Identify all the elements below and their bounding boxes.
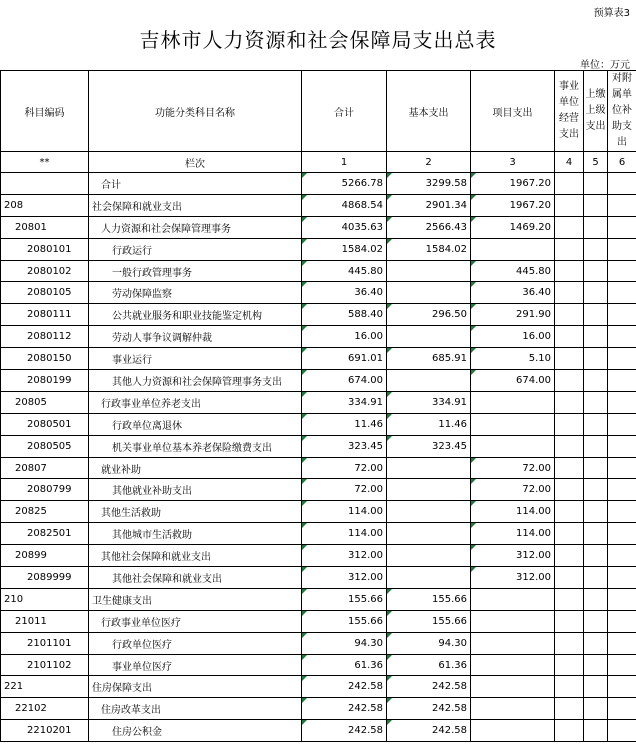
cell-project[interactable] xyxy=(471,632,555,654)
table-row xyxy=(1,260,636,282)
cell-code[interactable]: 221 xyxy=(1,676,89,698)
cell-business-expense[interactable] xyxy=(555,370,584,392)
cell-project[interactable]: 36.40 xyxy=(471,282,555,304)
cell-remit-superior[interactable] xyxy=(584,173,608,195)
cell-remit-superior[interactable] xyxy=(584,588,608,610)
cell-code[interactable]: 2080505 xyxy=(1,435,89,457)
cell-total[interactable]: 5266.78 xyxy=(302,173,387,195)
cell-business-expense[interactable] xyxy=(555,260,584,282)
cell-remit-superior[interactable] xyxy=(584,676,608,698)
cell-total[interactable]: 312.00 xyxy=(302,567,387,589)
table-row xyxy=(1,216,636,238)
cell-remit-superior[interactable] xyxy=(584,216,608,238)
cell-business-expense[interactable] xyxy=(555,698,584,720)
cell-remit-superior[interactable] xyxy=(584,370,608,392)
cell-subsidiary-subsidy[interactable] xyxy=(608,479,636,501)
index-c2[interactable]: 2 xyxy=(387,152,471,173)
unit-label: 单位：万元 xyxy=(580,60,630,71)
cell-total[interactable]: 36.40 xyxy=(302,282,387,304)
cell-total[interactable]: 72.00 xyxy=(302,457,387,479)
cell-subsidiary-subsidy[interactable] xyxy=(608,326,636,348)
cell-remit-superior[interactable] xyxy=(584,326,608,348)
cell-remit-superior[interactable] xyxy=(584,610,608,632)
cell-project[interactable]: 1967.20 xyxy=(471,194,555,216)
table-row xyxy=(1,588,636,610)
cell-subsidiary-subsidy[interactable] xyxy=(608,567,636,589)
cell-project[interactable] xyxy=(471,676,555,698)
cell-business-expense[interactable] xyxy=(555,457,584,479)
cell-name[interactable]: 其他就业补助支出 xyxy=(89,479,302,501)
cell-subsidiary-subsidy[interactable] xyxy=(608,676,636,698)
cell-remit-superior[interactable] xyxy=(584,413,608,435)
cell-subsidiary-subsidy[interactable] xyxy=(608,632,636,654)
cell-name[interactable]: 行政运行 xyxy=(89,238,302,260)
cell-basic[interactable]: 334.91 xyxy=(387,391,471,413)
cell-name[interactable]: 住房保障支出 xyxy=(89,676,302,698)
table-row xyxy=(1,567,636,589)
cell-remit-superior[interactable] xyxy=(584,348,608,370)
cell-basic[interactable]: 242.58 xyxy=(387,676,471,698)
table-row xyxy=(1,435,636,457)
cell-project[interactable] xyxy=(471,435,555,457)
cell-project[interactable] xyxy=(471,413,555,435)
cell-total[interactable]: 691.01 xyxy=(302,348,387,370)
cell-name[interactable]: 劳动保障监察 xyxy=(89,282,302,304)
cell-basic[interactable] xyxy=(387,567,471,589)
cell-name[interactable]: 机关事业单位基本养老保险缴费支出 xyxy=(89,435,302,457)
cell-subsidiary-subsidy[interactable] xyxy=(608,370,636,392)
cell-total[interactable]: 242.58 xyxy=(302,676,387,698)
cell-code[interactable]: 2080101 xyxy=(1,238,89,260)
index-code[interactable]: ** xyxy=(1,152,89,173)
cell-business-expense[interactable] xyxy=(555,501,584,523)
cell-remit-superior[interactable] xyxy=(584,567,608,589)
cell-business-expense[interactable] xyxy=(555,304,584,326)
cell-subsidiary-subsidy[interactable] xyxy=(608,216,636,238)
cell-basic[interactable]: 3299.58 xyxy=(387,173,471,195)
cell-subsidiary-subsidy[interactable] xyxy=(608,720,636,742)
cell-subsidiary-subsidy[interactable] xyxy=(608,545,636,567)
cell-business-expense[interactable] xyxy=(555,610,584,632)
index-c1[interactable]: 1 xyxy=(302,152,387,173)
cell-basic[interactable]: 323.45 xyxy=(387,435,471,457)
table-row xyxy=(1,304,636,326)
cell-code[interactable]: 208 xyxy=(1,194,89,216)
cell-subsidiary-subsidy[interactable] xyxy=(608,260,636,282)
cell-business-expense[interactable] xyxy=(555,588,584,610)
cell-basic[interactable]: 155.66 xyxy=(387,588,471,610)
cell-project[interactable]: 1967.20 xyxy=(471,173,555,195)
cell-total[interactable]: 674.00 xyxy=(302,370,387,392)
cell-remit-superior[interactable] xyxy=(584,457,608,479)
cell-name[interactable]: 行政事业单位养老支出 xyxy=(89,391,302,413)
cell-remit-superior[interactable] xyxy=(584,435,608,457)
cell-total[interactable]: 155.66 xyxy=(302,588,387,610)
table-row xyxy=(1,720,636,742)
index-c6[interactable]: 6 xyxy=(608,152,636,173)
cell-code[interactable]: 2082501 xyxy=(1,523,89,545)
cell-business-expense[interactable] xyxy=(555,654,584,676)
cell-basic[interactable] xyxy=(387,260,471,282)
cell-basic[interactable]: 242.58 xyxy=(387,720,471,742)
cell-code[interactable]: 2080501 xyxy=(1,413,89,435)
table-row xyxy=(1,676,636,698)
cell-code[interactable]: 2080150 xyxy=(1,348,89,370)
cell-total[interactable]: 155.66 xyxy=(302,610,387,632)
cell-name[interactable]: 行政事业单位医疗 xyxy=(89,610,302,632)
cell-code[interactable]: 20805 xyxy=(1,391,89,413)
cell-project[interactable]: 72.00 xyxy=(471,479,555,501)
cell-project[interactable] xyxy=(471,654,555,676)
cell-subsidiary-subsidy[interactable] xyxy=(608,173,636,195)
table-row xyxy=(1,173,636,195)
cell-business-expense[interactable] xyxy=(555,326,584,348)
cell-total[interactable]: 11.46 xyxy=(302,413,387,435)
cell-total[interactable]: 323.45 xyxy=(302,435,387,457)
cell-total[interactable]: 1584.02 xyxy=(302,238,387,260)
table-row xyxy=(1,523,636,545)
cell-subsidiary-subsidy[interactable] xyxy=(608,413,636,435)
cell-total[interactable]: 334.91 xyxy=(302,391,387,413)
cell-total[interactable]: 72.00 xyxy=(302,479,387,501)
index-row xyxy=(1,152,636,173)
cell-subsidiary-subsidy[interactable] xyxy=(608,435,636,457)
cell-project[interactable] xyxy=(471,698,555,720)
cell-subsidiary-subsidy[interactable] xyxy=(608,501,636,523)
cell-total[interactable]: 312.00 xyxy=(302,545,387,567)
cell-remit-superior[interactable] xyxy=(584,391,608,413)
cell-total[interactable]: 445.80 xyxy=(302,260,387,282)
cell-name[interactable]: 卫生健康支出 xyxy=(89,588,302,610)
cell-name[interactable]: 事业单位医疗 xyxy=(89,654,302,676)
cell-name[interactable]: 行政单位医疗 xyxy=(89,632,302,654)
page-title: 吉林市人力资源和社会保障局支出总表 xyxy=(139,28,497,52)
cell-total[interactable]: 114.00 xyxy=(302,501,387,523)
cell-project[interactable]: 5.10 xyxy=(471,348,555,370)
cell-business-expense[interactable] xyxy=(555,676,584,698)
cell-name[interactable]: 其他人力资源和社会保障管理事务支出 xyxy=(89,370,302,392)
table-row xyxy=(1,370,636,392)
table-body xyxy=(1,173,636,742)
cell-remit-superior[interactable] xyxy=(584,698,608,720)
cell-code[interactable]: 2080111 xyxy=(1,304,89,326)
cell-code[interactable]: 210 xyxy=(1,588,89,610)
table-row xyxy=(1,501,636,523)
cell-project[interactable]: 114.00 xyxy=(471,523,555,545)
cell-code[interactable]: 2080799 xyxy=(1,479,89,501)
header-business-expense[interactable]: 事业单位经营支出 xyxy=(555,71,584,152)
cell-subsidiary-subsidy[interactable] xyxy=(608,391,636,413)
cell-subsidiary-subsidy[interactable] xyxy=(608,348,636,370)
cell-total[interactable]: 16.00 xyxy=(302,326,387,348)
cell-project[interactable]: 16.00 xyxy=(471,326,555,348)
header-subsidiary-subsidy[interactable]: 对附属单位补助支出 xyxy=(608,71,636,152)
table-row xyxy=(1,238,636,260)
header-remit-superior[interactable]: 上缴上级支出 xyxy=(584,71,608,152)
cell-business-expense[interactable] xyxy=(555,194,584,216)
cell-subsidiary-subsidy[interactable] xyxy=(608,523,636,545)
cell-code[interactable]: 20807 xyxy=(1,457,89,479)
cell-remit-superior[interactable] xyxy=(584,654,608,676)
table-row xyxy=(1,632,636,654)
cell-basic[interactable]: 155.66 xyxy=(387,610,471,632)
cell-code[interactable]: 22102 xyxy=(1,698,89,720)
table-row xyxy=(1,348,636,370)
cell-project[interactable]: 1469.20 xyxy=(471,216,555,238)
cell-remit-superior[interactable] xyxy=(584,260,608,282)
cell-business-expense[interactable] xyxy=(555,173,584,195)
table-tag: 预算表3 xyxy=(593,8,630,19)
cell-subsidiary-subsidy[interactable] xyxy=(608,588,636,610)
cell-project[interactable]: 72.00 xyxy=(471,457,555,479)
index-c5[interactable]: 5 xyxy=(584,152,608,173)
cell-total[interactable]: 4035.63 xyxy=(302,216,387,238)
header-project[interactable]: 项目支出 xyxy=(471,71,555,152)
cell-name[interactable]: 其他社会保障和就业支出 xyxy=(89,567,302,589)
cell-code[interactable]: 20899 xyxy=(1,545,89,567)
cell-business-expense[interactable] xyxy=(555,567,584,589)
cell-name[interactable]: 公共就业服务和职业技能鉴定机构 xyxy=(89,304,302,326)
cell-business-expense[interactable] xyxy=(555,282,584,304)
cell-basic[interactable]: 2901.34 xyxy=(387,194,471,216)
cell-name[interactable]: 人力资源和社会保障管理事务 xyxy=(89,216,302,238)
table-row xyxy=(1,457,636,479)
table-row xyxy=(1,698,636,720)
cell-business-expense[interactable] xyxy=(555,391,584,413)
cell-project[interactable]: 674.00 xyxy=(471,370,555,392)
cell-subsidiary-subsidy[interactable] xyxy=(608,282,636,304)
cell-total[interactable]: 242.58 xyxy=(302,698,387,720)
cell-total[interactable]: 4868.54 xyxy=(302,194,387,216)
cell-code[interactable]: 2101101 xyxy=(1,632,89,654)
cell-subsidiary-subsidy[interactable] xyxy=(608,654,636,676)
cell-project[interactable]: 114.00 xyxy=(471,501,555,523)
cell-name[interactable]: 行政单位离退休 xyxy=(89,413,302,435)
cell-subsidiary-subsidy[interactable] xyxy=(608,610,636,632)
cell-code[interactable]: 2101102 xyxy=(1,654,89,676)
cell-total[interactable]: 114.00 xyxy=(302,523,387,545)
cell-code[interactable]: 20801 xyxy=(1,216,89,238)
cell-name[interactable]: 其他生活救助 xyxy=(89,501,302,523)
header-row xyxy=(1,71,636,152)
cell-total[interactable]: 61.36 xyxy=(302,654,387,676)
cell-name[interactable]: 其他城市生活救助 xyxy=(89,523,302,545)
cell-basic[interactable]: 296.50 xyxy=(387,304,471,326)
cell-name[interactable]: 住房改革支出 xyxy=(89,698,302,720)
cell-basic[interactable]: 685.91 xyxy=(387,348,471,370)
cell-project[interactable]: 312.00 xyxy=(471,567,555,589)
cell-basic[interactable] xyxy=(387,523,471,545)
cell-basic[interactable]: 61.36 xyxy=(387,654,471,676)
cell-business-expense[interactable] xyxy=(555,238,584,260)
cell-code[interactable]: 20825 xyxy=(1,501,89,523)
cell-basic[interactable] xyxy=(387,545,471,567)
cell-subsidiary-subsidy[interactable] xyxy=(608,238,636,260)
cell-remit-superior[interactable] xyxy=(584,194,608,216)
table-row xyxy=(1,391,636,413)
cell-total[interactable]: 242.58 xyxy=(302,720,387,742)
table-row xyxy=(1,545,636,567)
cell-remit-superior[interactable] xyxy=(584,720,608,742)
cell-remit-superior[interactable] xyxy=(584,479,608,501)
cell-project[interactable] xyxy=(471,610,555,632)
index-c4[interactable]: 4 xyxy=(555,152,584,173)
cell-business-expense[interactable] xyxy=(555,632,584,654)
cell-code[interactable]: 2080199 xyxy=(1,370,89,392)
cell-name[interactable]: 社会保障和就业支出 xyxy=(89,194,302,216)
cell-subsidiary-subsidy[interactable] xyxy=(608,194,636,216)
table-row xyxy=(1,194,636,216)
cell-business-expense[interactable] xyxy=(555,523,584,545)
cell-name[interactable]: 合计 xyxy=(89,173,302,195)
cell-basic[interactable]: 2566.43 xyxy=(387,216,471,238)
cell-business-expense[interactable] xyxy=(555,413,584,435)
cell-name[interactable]: 就业补助 xyxy=(89,457,302,479)
index-name[interactable]: 栏次 xyxy=(89,152,302,173)
cell-business-expense[interactable] xyxy=(555,545,584,567)
cell-basic[interactable]: 11.46 xyxy=(387,413,471,435)
header-code[interactable]: 科目编码 xyxy=(1,71,89,152)
header-name[interactable]: 功能分类科目名称 xyxy=(89,71,302,152)
cell-code[interactable]: 2089999 xyxy=(1,567,89,589)
cell-name[interactable]: 住房公积金 xyxy=(89,720,302,742)
cell-basic[interactable] xyxy=(387,282,471,304)
cell-remit-superior[interactable] xyxy=(584,632,608,654)
cell-name[interactable]: 其他社会保障和就业支出 xyxy=(89,545,302,567)
cell-code[interactable]: 2080105 xyxy=(1,282,89,304)
cell-name[interactable]: 事业运行 xyxy=(89,348,302,370)
cell-basic[interactable] xyxy=(387,457,471,479)
cell-remit-superior[interactable] xyxy=(584,523,608,545)
cell-subsidiary-subsidy[interactable] xyxy=(608,457,636,479)
cell-basic[interactable]: 94.30 xyxy=(387,632,471,654)
cell-business-expense[interactable] xyxy=(555,479,584,501)
cell-remit-superior[interactable] xyxy=(584,304,608,326)
table-row xyxy=(1,282,636,304)
table-row xyxy=(1,326,636,348)
cell-basic[interactable] xyxy=(387,501,471,523)
cell-code[interactable] xyxy=(1,173,89,195)
cell-business-expense[interactable] xyxy=(555,348,584,370)
expenditure-table xyxy=(0,70,636,742)
cell-business-expense[interactable] xyxy=(555,216,584,238)
cell-project[interactable] xyxy=(471,391,555,413)
cell-remit-superior[interactable] xyxy=(584,238,608,260)
cell-basic[interactable]: 242.58 xyxy=(387,698,471,720)
cell-basic[interactable] xyxy=(387,326,471,348)
table-row xyxy=(1,654,636,676)
cell-basic[interactable] xyxy=(387,370,471,392)
cell-remit-superior[interactable] xyxy=(584,501,608,523)
cell-code[interactable]: 2210201 xyxy=(1,720,89,742)
cell-project[interactable] xyxy=(471,720,555,742)
cell-code[interactable]: 21011 xyxy=(1,610,89,632)
cell-business-expense[interactable] xyxy=(555,720,584,742)
cell-project[interactable]: 445.80 xyxy=(471,260,555,282)
cell-project[interactable] xyxy=(471,238,555,260)
index-c3[interactable]: 3 xyxy=(471,152,555,173)
cell-code[interactable]: 2080112 xyxy=(1,326,89,348)
header-total[interactable]: 合计 xyxy=(302,71,387,152)
table-row xyxy=(1,479,636,501)
cell-remit-superior[interactable] xyxy=(584,282,608,304)
cell-business-expense[interactable] xyxy=(555,435,584,457)
cell-code[interactable]: 2080102 xyxy=(1,260,89,282)
cell-project[interactable]: 291.90 xyxy=(471,304,555,326)
cell-name[interactable]: 一般行政管理事务 xyxy=(89,260,302,282)
cell-subsidiary-subsidy[interactable] xyxy=(608,304,636,326)
cell-subsidiary-subsidy[interactable] xyxy=(608,698,636,720)
cell-basic[interactable]: 1584.02 xyxy=(387,238,471,260)
cell-project[interactable] xyxy=(471,588,555,610)
cell-name[interactable]: 劳动人事争议调解仲裁 xyxy=(89,326,302,348)
header-basic[interactable]: 基本支出 xyxy=(387,71,471,152)
cell-remit-superior[interactable] xyxy=(584,545,608,567)
cell-basic[interactable] xyxy=(387,479,471,501)
cell-project[interactable]: 312.00 xyxy=(471,545,555,567)
table-row xyxy=(1,413,636,435)
cell-total[interactable]: 94.30 xyxy=(302,632,387,654)
cell-total[interactable]: 588.40 xyxy=(302,304,387,326)
table-row xyxy=(1,610,636,632)
